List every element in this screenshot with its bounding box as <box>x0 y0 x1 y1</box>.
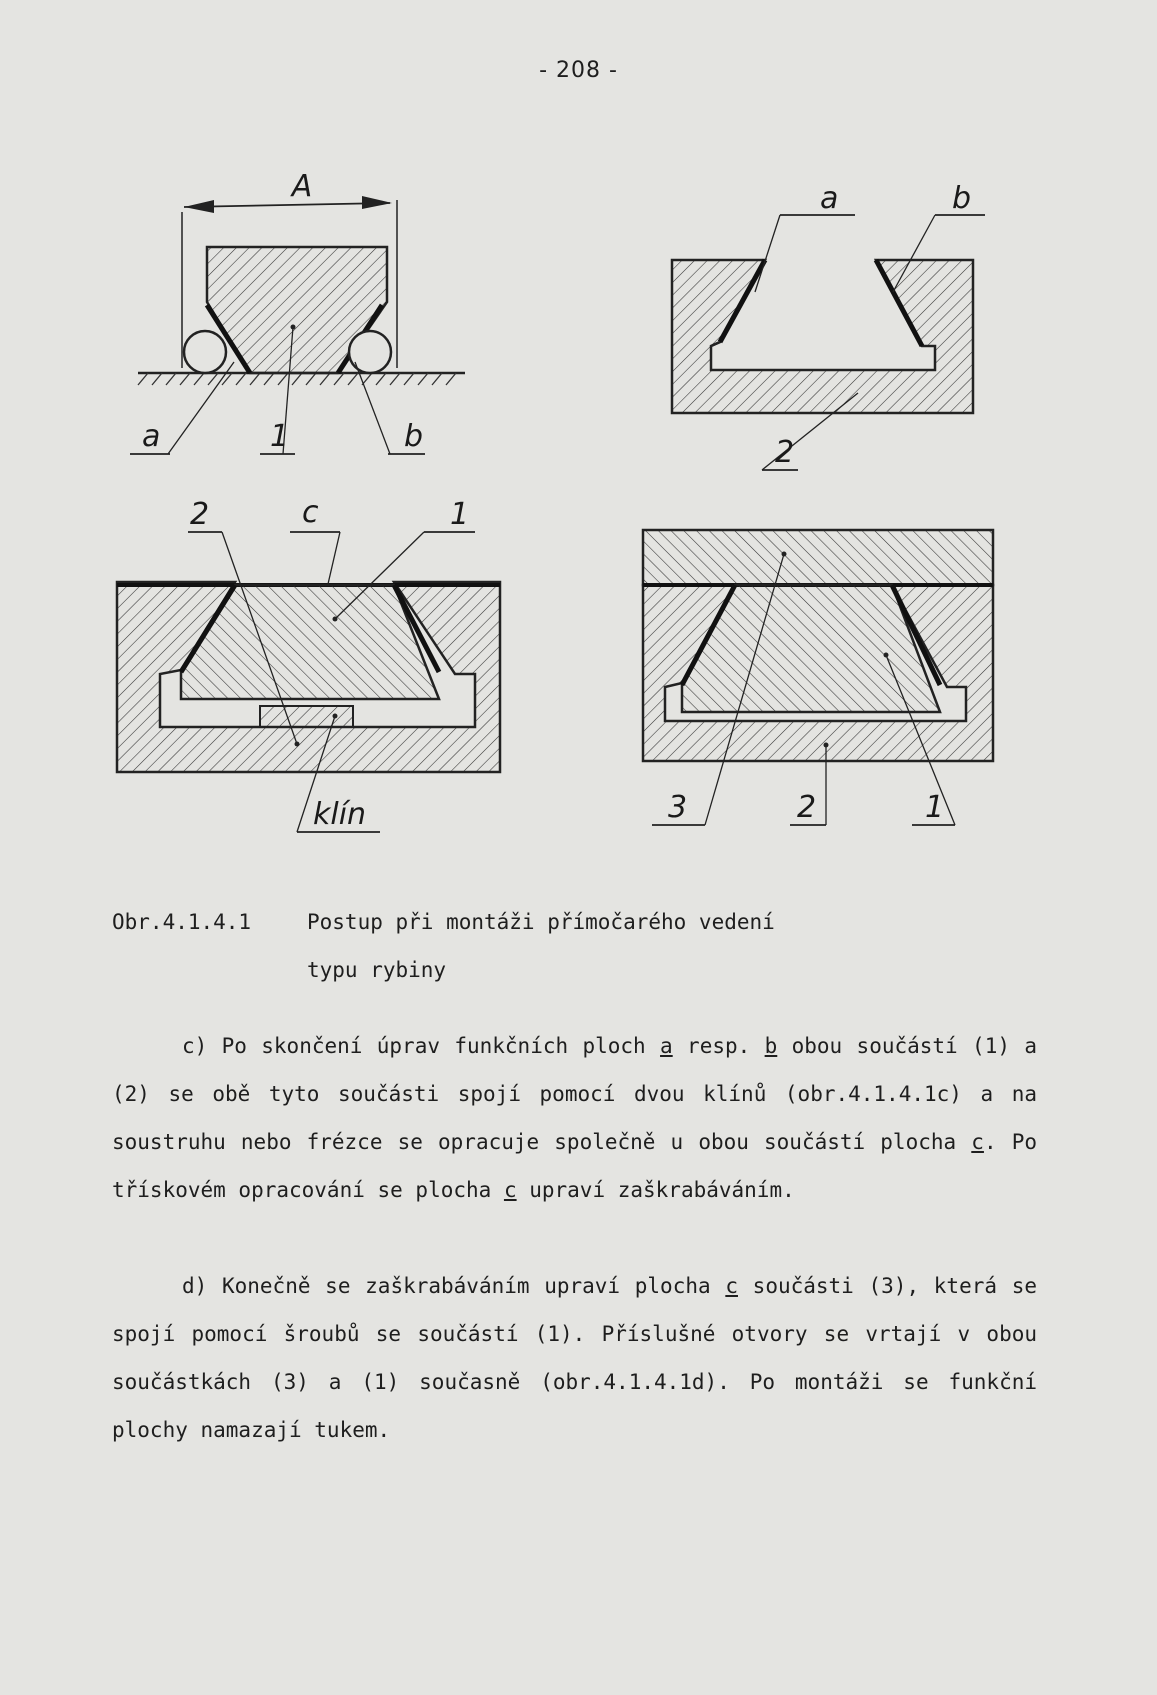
paragraph-c <box>112 1022 1037 1214</box>
figure-d <box>643 530 993 825</box>
label-3-fig-d: 3 <box>668 790 688 825</box>
figure-c <box>117 495 500 832</box>
label-2-fig-c: 2 <box>190 497 210 532</box>
surface-c-ref: c <box>971 1130 984 1154</box>
figure-a <box>130 169 465 454</box>
text-run: . Po třískovém opracování se plocha <box>112 1130 1037 1202</box>
paragraph-d <box>112 1262 1037 1454</box>
figure-b <box>672 181 985 470</box>
caption-line-1: Postup při montáži přímočarého vedení <box>307 910 775 934</box>
text-run: obou součástí (1) a (2) se obě tyto součásti spojí pomocí dvou klínů (obr.4.1.4.1c) a na soustruhu nebo frézce se opracuje společně u obou součástí plocha <box>112 1034 1037 1154</box>
label-a-fig-a: a <box>142 419 161 454</box>
figure-caption <box>112 898 775 994</box>
label-2-fig-b: 2 <box>775 435 795 470</box>
label-1-fig-d: 1 <box>925 790 945 825</box>
text-run: d) Konečně se zaškrabáváním upraví plocha <box>182 1274 726 1298</box>
caption-number: Obr.4.1.4.1 <box>112 910 252 934</box>
caption-line-2: typu rybiny <box>307 958 447 982</box>
label-klin: klín <box>313 797 367 832</box>
text-run: resp. <box>672 1034 765 1058</box>
label-2-fig-d: 2 <box>797 790 817 825</box>
text-run: součásti (3), která se spojí pomocí šroubů se součástí (1). Příslušné otvory se vrtají v obou součástkách (3) a (1) současně (obr.4.1.4.1d). Po montáži se funkční plochy namazají tukem. <box>112 1274 1037 1442</box>
page-number: - 208 - <box>539 58 618 83</box>
text-run: upraví zaškrabáváním. <box>516 1178 795 1202</box>
surface-a-ref: a <box>660 1034 673 1058</box>
label-a-fig-b: a <box>820 181 839 216</box>
label-1-fig-c: 1 <box>450 497 470 532</box>
label-1-fig-a: 1 <box>270 419 290 454</box>
label-b-fig-b: b <box>952 181 972 216</box>
label-A: A <box>291 169 313 204</box>
label-b-fig-a: b <box>404 419 424 454</box>
label-c-fig-c: c <box>302 495 319 530</box>
surface-c-ref: c <box>503 1178 517 1202</box>
surface-b-ref: b <box>764 1034 778 1058</box>
surface-c-ref: c <box>725 1274 738 1298</box>
text-run: c) Po skončení úprav funkčních ploch <box>182 1034 661 1058</box>
